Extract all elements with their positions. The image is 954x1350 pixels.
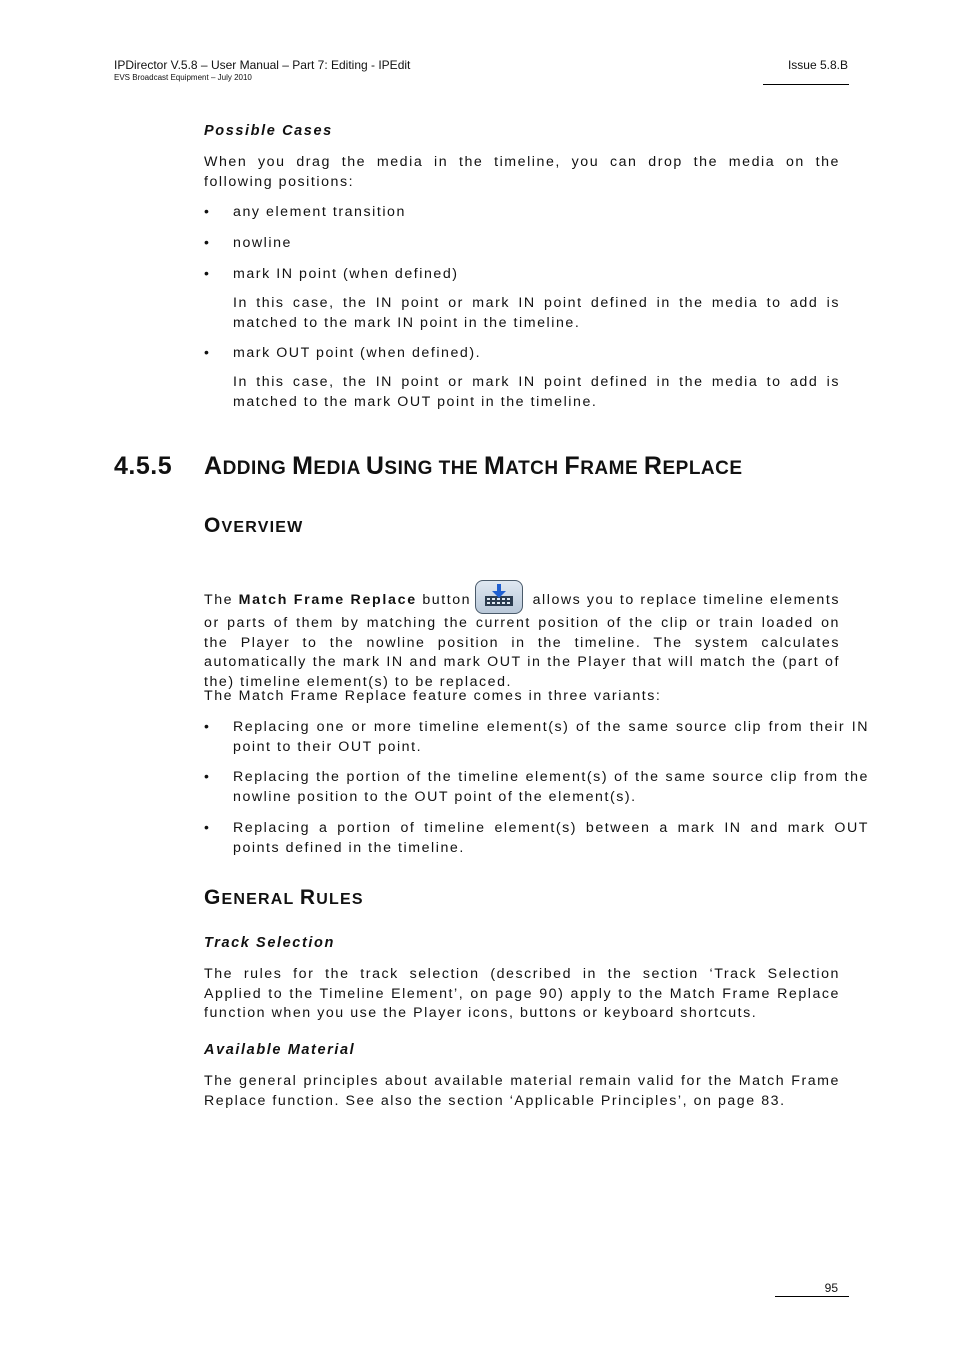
paragraph-text: The Match Frame Replace feature comes in three variants: (204, 688, 662, 704)
list-item (204, 265, 869, 285)
footer-divider (775, 1296, 849, 1297)
section-number: 4.5.5 (114, 452, 173, 480)
note-text: In this case, the IN point or mark IN point defined in the media to add is matched to the mark IN point in the timeline. (233, 295, 840, 331)
list-item-text: mark OUT point (when defined). (233, 345, 482, 361)
available-material-paragraph (204, 1072, 840, 1111)
track-selection-paragraph (204, 965, 840, 1024)
list-item-text: Replacing the portion of the timeline element(s) of the same source clip from the nowline position to the OUT point of the element(s). (233, 769, 869, 805)
possible-cases-heading (204, 123, 840, 139)
overview-heading-text: OVERVIEW (204, 514, 304, 537)
list-item (204, 768, 869, 807)
match-frame-replace-icon (475, 580, 523, 614)
available-material-heading (204, 1042, 840, 1058)
bullet-icon: • (204, 819, 209, 835)
possible-cases-intro (204, 153, 840, 192)
list-item-text: nowline (233, 235, 292, 251)
page-number: 95 (824, 1281, 838, 1295)
paragraph-text: When you drag the media in the timeline, you can drop the media on the following positions: (204, 154, 840, 190)
header-title: IPDirector V.5.8 – User Manual – Part 7: Editing - IPEdit (114, 58, 411, 72)
list-item (204, 203, 869, 223)
bullet-icon: • (204, 718, 209, 734)
variants-intro (204, 687, 840, 707)
list-item (204, 819, 869, 858)
subheading-text: Possible Cases (204, 123, 333, 139)
note-mark-out (233, 373, 840, 412)
header-left (114, 58, 410, 83)
list-item-text: Replacing one or more timeline element(s) of the same source clip from their IN point to their OUT point. (233, 719, 869, 755)
header-divider (763, 84, 849, 85)
list-item (204, 344, 869, 364)
track-selection-heading (204, 935, 840, 951)
note-text: In this case, the IN point or mark IN point defined in the media to add is matched to the mark OUT point in the timeline. (233, 374, 840, 410)
list-item (204, 234, 869, 254)
subheading-text: Available Material (204, 1042, 356, 1058)
section-title (204, 452, 840, 481)
note-mark-in (233, 294, 840, 333)
bullet-icon: • (204, 768, 209, 784)
paragraph-text: The rules for the track selection (described in the section ‘Track Selection Applied to the Timeline Element’, on page 90) apply to the Match Frame Replace function when you use the Player icons, buttons or keyboard shortcuts. (204, 966, 840, 1021)
list-item (204, 718, 869, 757)
bullet-icon: • (204, 265, 209, 281)
general-rules-heading-text: GENERAL RULES (204, 886, 364, 909)
bullet-icon: • (204, 344, 209, 360)
paragraph-text: The general principles about available material remain valid for the Match Frame Replace function. See also the section ‘Applicable Principles’, on page 83. (204, 1073, 840, 1109)
bullet-icon: • (204, 203, 209, 219)
overview-paragraph (204, 580, 840, 692)
subheading-text: Track Selection (204, 935, 335, 951)
list-item-text: Replacing a portion of timeline element(s) between a mark IN and mark OUT points defined in the timeline. (233, 820, 869, 856)
section-title-text: ADDING MEDIA USING THE MATCH FRAME REPLACE (204, 452, 743, 480)
general-rules-heading (204, 886, 840, 910)
paragraph-text: The Match Frame Replace button allows you to replace timeline elements or parts of them by matching the current position of the clip or train loaded on the Player to the nowline position in the timeline. The system calculates automatically the mark IN and mark OUT in the Player that will match the (part of the) timeline element(s) to be replaced. (204, 580, 840, 692)
bullet-icon: • (204, 234, 209, 250)
header-issue: Issue 5.8.B (787, 58, 848, 72)
list-item-text: any element transition (233, 204, 406, 220)
header-subtitle: EVS Broadcast Equipment – July 2010 (114, 73, 252, 82)
list-item-text: mark IN point (when defined) (233, 266, 459, 282)
overview-heading (204, 514, 840, 538)
